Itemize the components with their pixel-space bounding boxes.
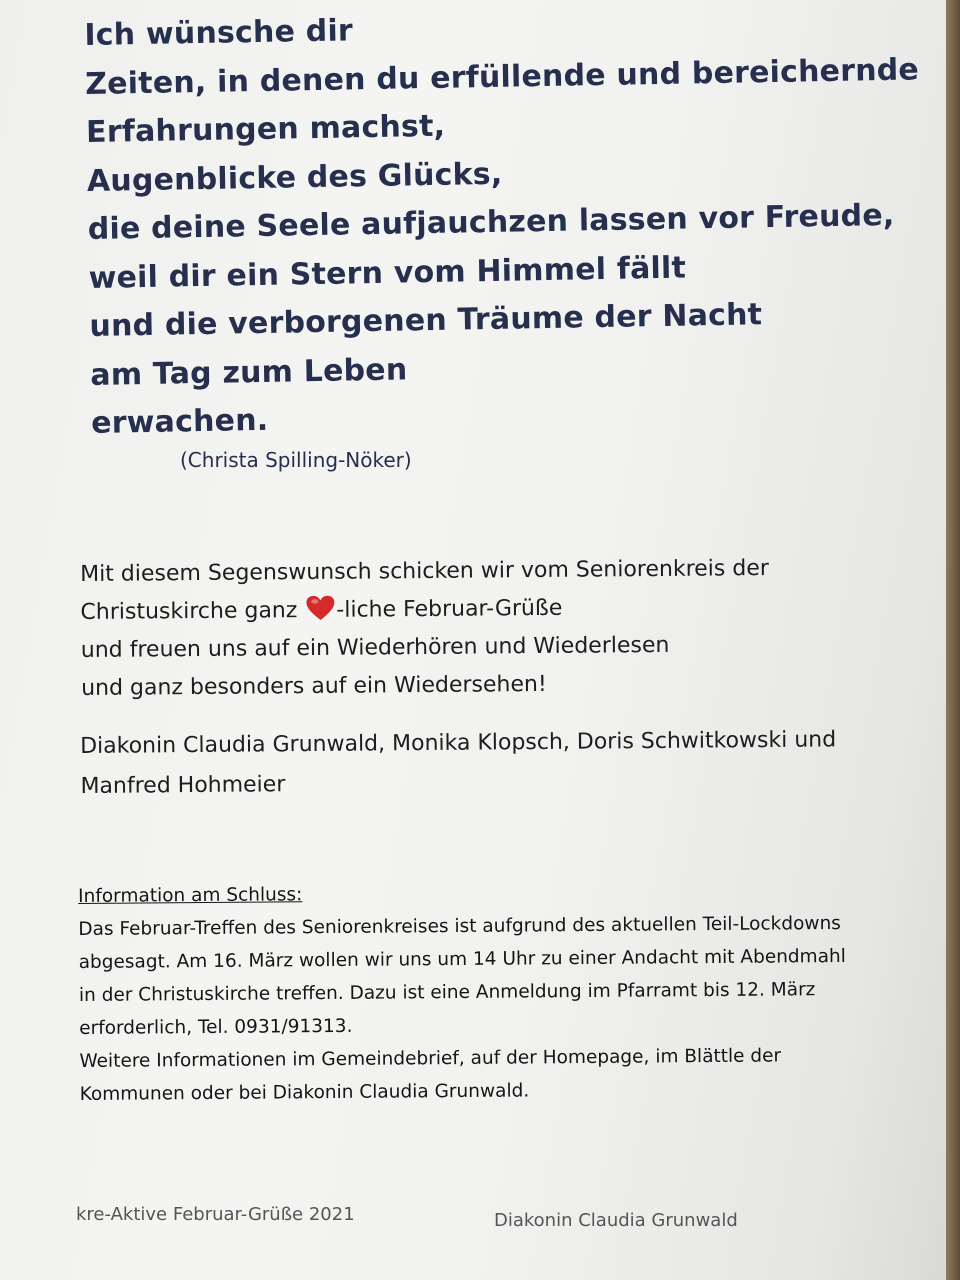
greeting-line: Mit diesem Segenswunsch schicken wir vom Seniorenkreis der xyxy=(80,555,769,587)
signatories-line: Diakonin Claudia Grunwald, Monika Klopsch, Doris Schwitkowski und xyxy=(80,727,837,759)
poem-line: und die verborgenen Träume der Nacht xyxy=(89,297,763,344)
poem-author: (Christa Spilling-Nöker) xyxy=(180,448,412,472)
signatories-line: Manfred Hohmeier xyxy=(80,772,286,799)
info-line: in der Christuskirche treffen. Dazu ist eine Anmeldung im Pfarramt bis 12. März xyxy=(78,979,816,1006)
poem-line: die deine Seele aufjauchzen lassen vor Freude, xyxy=(87,197,895,247)
info-line: Weitere Informationen im Gemeindebrief, auf der Homepage, im Blättle der xyxy=(79,1045,782,1072)
info-line: abgesagt. Am 16. März wollen wir uns um 14 Uhr zu einer Andacht mit Abendmahl xyxy=(78,945,846,973)
signatories xyxy=(80,720,921,807)
poem-line: am Tag zum Leben xyxy=(90,351,408,393)
table-edge xyxy=(946,0,960,1280)
info-line: erforderlich, Tel. 0931/91313. xyxy=(79,1015,353,1039)
greeting-line: und freuen uns auf ein Wiederhören und Wiederlesen xyxy=(80,632,670,663)
poem-line: Erfahrungen machst, xyxy=(85,108,446,150)
footer-author: Diakonin Claudia Grunwald xyxy=(494,1210,738,1231)
poem-line: erwachen. xyxy=(90,402,269,441)
heart-icon xyxy=(305,595,335,621)
greeting-text: -liche Februar-Grüße xyxy=(336,595,563,623)
footer-title: kre-Aktive Februar-Grüße 2021 xyxy=(76,1204,355,1225)
info-section xyxy=(78,873,910,1111)
greeting-text: Christuskirche ganz xyxy=(80,598,305,625)
poem-line: Ich wünsche dir xyxy=(84,13,354,53)
greeting-line: und ganz besonders auf ein Wiedersehen! xyxy=(81,671,547,701)
info-line: Das Februar-Treffen des Seniorenkreises ist aufgrund des aktuellen Teil-Lockdowns xyxy=(78,913,841,940)
poem-line: weil dir ein Stern vom Himmel fällt xyxy=(88,250,687,296)
info-heading: Information am Schluss: xyxy=(78,884,303,907)
poem-line: Augenblicke des Glücks, xyxy=(86,156,503,199)
greeting-paragraph xyxy=(80,549,921,708)
info-line: Kommunen oder bei Diakonin Claudia Grunwald. xyxy=(79,1080,530,1105)
poem-line: Zeiten, in denen du erfüllende und bereichernde xyxy=(84,51,920,102)
poem xyxy=(84,0,920,448)
